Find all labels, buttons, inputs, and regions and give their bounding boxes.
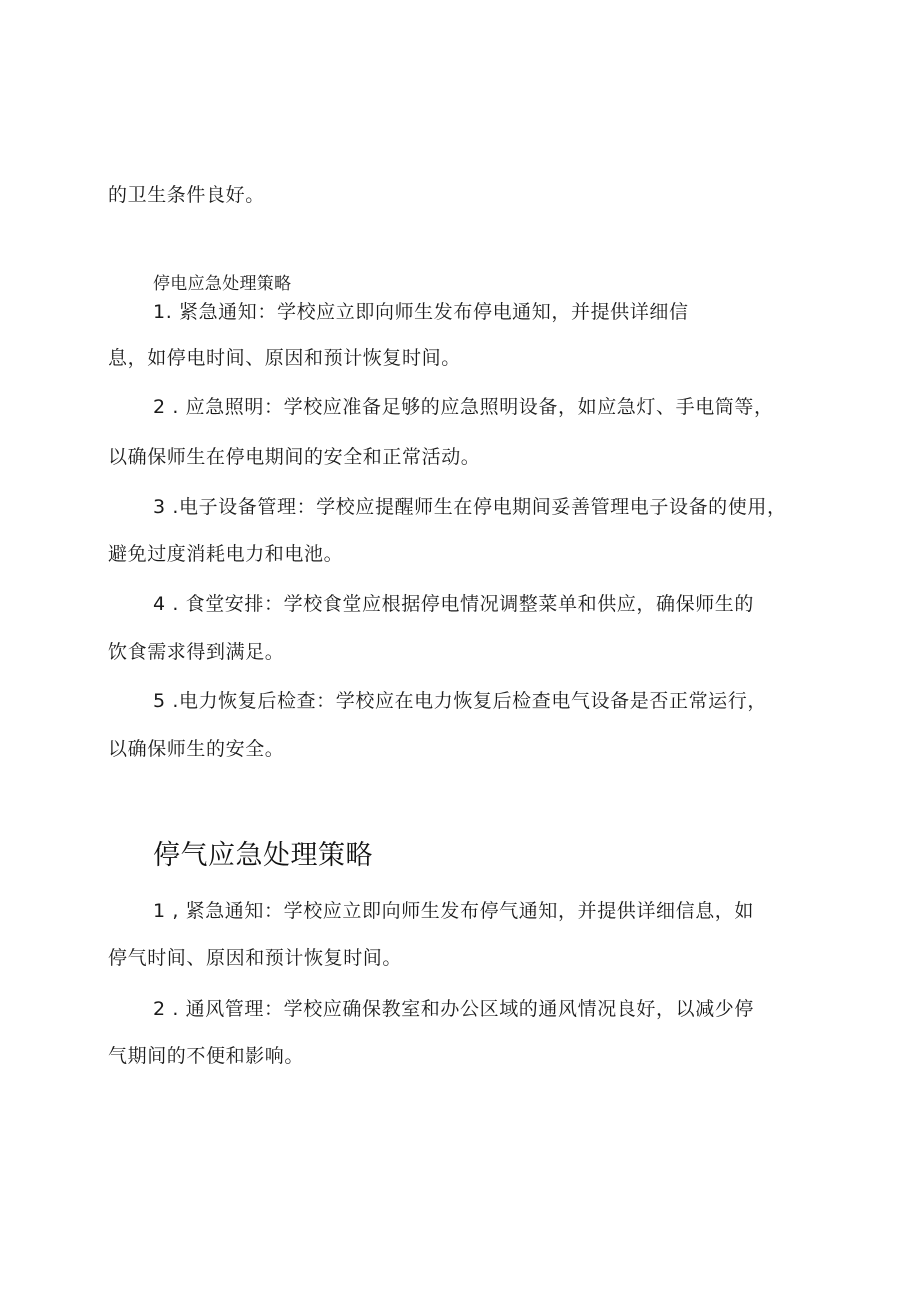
- intro-tail-text: 的卫生条件良好。: [108, 184, 265, 206]
- power-item-2-line-2: 以确保师生在停电期间的安全和正常活动。: [108, 446, 481, 468]
- power-item-4-line-2: 饮食需求得到满足。: [108, 641, 285, 663]
- gas-item-2-line-1: 2 . 通风管理：学校应确保教室和办公区域的通风情况良好，以减少停: [153, 998, 755, 1020]
- power-item-5-line-1: 5 .电力恢复后检查：学校应在电力恢复后检查电气设备是否正常运行，: [153, 690, 767, 712]
- power-outage-title: 停电应急处理策略: [153, 274, 292, 294]
- gas-item-1-line-1: 1 , 紧急通知：学校应立即向师生发布停气通知，并提供详细信息，如: [153, 900, 755, 922]
- power-item-1-line-1: 1. 紧急通知：学校应立即向师生发布停电通知，并提供详细信: [153, 301, 689, 323]
- power-item-1-line-2: 息，如停电时间、原因和预计恢复时间。: [108, 347, 461, 369]
- gas-item-1-line-2: 停气时间、原因和预计恢复时间。: [108, 947, 403, 969]
- gas-item-2-line-2: 气期间的不便和影响。: [108, 1045, 305, 1067]
- power-item-5-line-2: 以确保师生的安全。: [108, 738, 285, 760]
- power-item-4-line-1: 4 . 食堂安排：学校食堂应根据停电情况调整菜单和供应，确保师生的: [153, 593, 755, 615]
- power-item-3-line-1: 3 .电子设备管理：学校应提醒师生在停电期间妥善管理电子设备的使用，: [153, 496, 787, 518]
- power-item-2-line-1: 2 . 应急照明：学校应准备足够的应急照明设备，如应急灯、手电筒等，: [153, 396, 774, 418]
- power-item-3-line-2: 避免过度消耗电力和电池。: [108, 543, 344, 565]
- gas-outage-title: 停气应急处理策略: [153, 840, 373, 871]
